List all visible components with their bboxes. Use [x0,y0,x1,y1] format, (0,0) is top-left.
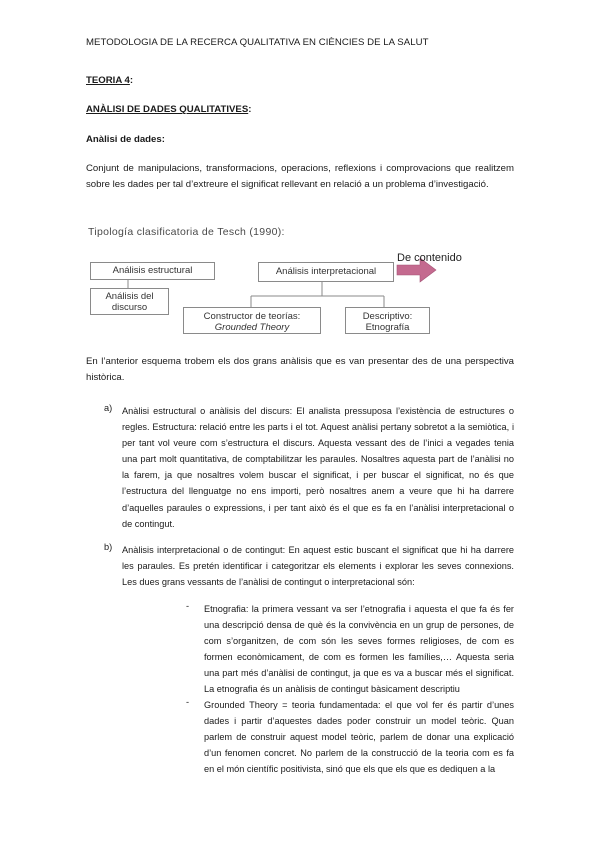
box-structural-analysis: Análisis estructural [90,262,215,280]
box-descriptive: Descriptivo: Etnografía [345,307,430,334]
bullet-dash: - [186,697,190,707]
list-marker-a: a) [104,403,113,413]
list-marker-b: b) [104,542,113,552]
box-discourse-analysis: Análisis del discurso [90,288,169,315]
intro-paragraph: Conjunt de manipulacions, transformacions, operacions, reflexions i comprovacions que realitzem sobre les dades per tal d’extreure el significat rellevant en relació a un problema d’investigació. [86,163,514,190]
box-interpretational-analysis: Análisis interpretacional [258,262,394,282]
diagram-title: Tipología clasificatoria de Tesch (1990): [88,226,285,238]
bullet-dash: - [186,601,190,611]
callout-content: De contenido [397,252,462,264]
sub-item-ethnography: Etnografia: la primera vessant va ser l’etnografia i aquesta el que fa és fer una descripció densa de què és la convivència en un grup de persones, de com s’organitzen, de com són les seves formes religioses, de com es formen econòmicament, de com es formen les famílies,… Aquesta seria una part més d’anàlisi de contingut, ja que es va a buscar més el significat. La etnografia és un anàlisis de contingut bàsicament descriptiu [204,604,514,695]
list-item-a: Anàlisi estructural o anàlisis del discurs: El analista pressuposa l’existència de estructures o regles. Estructura: relació entre les parts i el tot. Aquest anàlisi pertany sobretot a la semiòtica, i per tant vol veure com s’estructura el discurs. Aquesta vessant des de l’inici a vegades tenia una part molt quantitativa, de comptabilitzar les paraules. Nosaltres aquesta part de l’anàlisi no la farem, ja que nosaltres volem buscar el significat, i per buscar el significat, no és que l’estructura del llenguatge no ens importi, però nosaltres anem a veure que hi ha darrere d’aquelles paraules o expressions, i per tant això és el que es fa en l’anàlisi interpretacional o de contingut. [122,406,514,529]
box-theory-constructor: Constructor de teorías: Grounded Theory [183,307,321,334]
subsection-heading: Anàlisi de dades: [86,134,165,145]
list-item-b: Anàlisis interpretacional o de contingut: En aquest estic buscant el significat que hi ha darrere les paraules. Es pretén identificar i categoritzar els elements i explorar les seves connexions. Les dues grans vessants de l’anàlisi de contingut o interpretacional són: [122,545,514,588]
theory-heading: TEORIA 4: [86,75,134,86]
running-header: METODOLOGIA DE LA RECERCA QUALITATIVA EN CIÈNCIES DE LA SALUT [86,37,429,48]
section-heading: ANÀLISI DE DADES QUALITATIVES: [86,104,252,115]
sub-item-grounded-theory: Grounded Theory = teoria fundamentada: el que vol fer és partir d’unes dades i partir d’aquestes dades poder construir un model teòric. Quan parlem de construir aquest model teòric, parlem de donar una explicació d’un fenomen concret. No parlem de la construcció de la teoria com es fa en el món científic positivista, sinó que els que els que es dediquen a la [204,700,514,775]
schema-paragraph: En l’anterior esquema trobem els dos grans anàlisis que es van presentar des de una perspectiva històrica. [86,356,514,383]
